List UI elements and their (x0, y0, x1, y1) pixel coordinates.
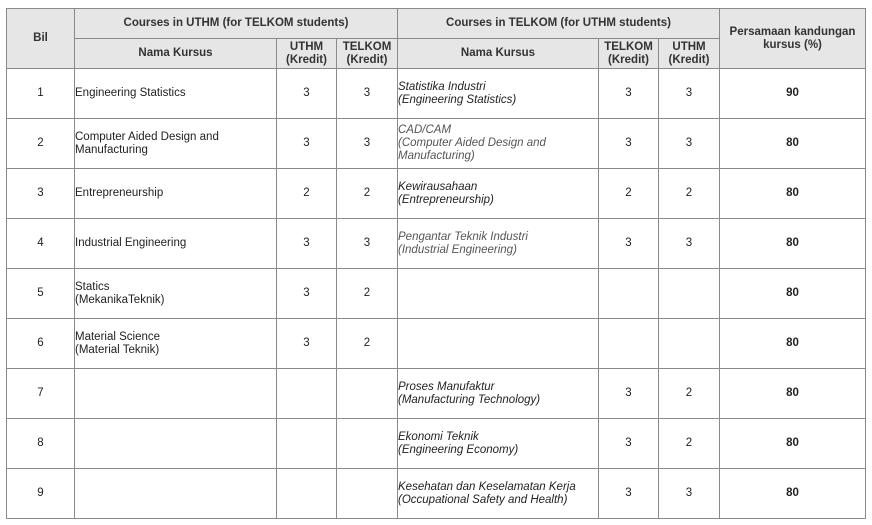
telkom-course-name (398, 119, 599, 169)
telkom-credit-uthm: 2 (659, 369, 720, 419)
table-row (7, 219, 866, 269)
table-row (7, 169, 866, 219)
table-row (7, 469, 866, 519)
uthm-credit-telkom: 2 (337, 319, 398, 369)
telkom-course-name-line: (Computer Aided Design and (398, 137, 546, 149)
bil-cell: 9 (7, 469, 75, 519)
telkom-course-name (398, 469, 599, 519)
telkom-credit-telkom: 3 (599, 219, 659, 269)
uthm-course-name-line: Material Science (75, 330, 161, 343)
uthm-credit-uthm: 3 (277, 319, 337, 369)
telkom-course-name (398, 319, 599, 369)
bil-cell: 2 (7, 119, 75, 169)
telkom-course-name-line: Kewirausahaan (398, 180, 478, 193)
course-equivalence-table (6, 8, 866, 519)
table-row (7, 69, 866, 119)
uthm-credit-telkom: 2 (337, 169, 398, 219)
uthm-course-name (75, 119, 277, 169)
uthm-course-name (75, 369, 277, 419)
telkom-credit-telkom: 2 (599, 169, 659, 219)
uthm-course-name-line: Manufacturing (75, 143, 148, 156)
uthm-credit-telkom: 3 (337, 219, 398, 269)
table-body (7, 69, 866, 519)
telkom-credit-uthm: 3 (659, 469, 720, 519)
telkom-credit-uthm: 2 (659, 169, 720, 219)
uthm-course-name (75, 319, 277, 369)
bil-cell: 6 (7, 319, 75, 369)
telkom-course-name (398, 369, 599, 419)
uthm-credit-telkom: 3 (337, 119, 398, 169)
persamaan-percentage: 80 (720, 469, 866, 519)
uthm-credit-uthm: 3 (277, 269, 337, 319)
telkom-course-name (398, 269, 599, 319)
telkom-nama-kursus-header: Nama Kursus (398, 39, 599, 69)
telkom-course-name-line: Pengantar Teknik Industri (398, 230, 528, 243)
uthm-course-name (75, 469, 277, 519)
telkom-credit-uthm: 3 (659, 69, 720, 119)
persamaan-percentage: 80 (720, 169, 866, 219)
uthm-course-name-line: (MekanikaTeknik) (75, 293, 165, 306)
bil-cell: 8 (7, 419, 75, 469)
persamaan-percentage: 90 (720, 69, 866, 119)
uthm-course-name (75, 419, 277, 469)
telkom-course-name-line: (Engineering Economy) (398, 443, 519, 456)
bil-header: Bil (7, 9, 75, 69)
uthm-course-name (75, 219, 277, 269)
uthm-credit-uthm: 3 (277, 69, 337, 119)
bil-cell: 5 (7, 269, 75, 319)
persamaan-percentage: 80 (720, 419, 866, 469)
telkom-credit-uthm (659, 319, 720, 369)
table-row (7, 419, 866, 469)
telkom-credit-uthm (659, 269, 720, 319)
telkom-course-name-line: (Occupational Safety and Health) (398, 493, 568, 506)
telkom-credit-telkom: 3 (599, 119, 659, 169)
telkom-course-name-line: Proses Manufaktur (398, 380, 495, 393)
telkom-course-name-line: Manufacturing) (398, 150, 475, 162)
uthm-credit-telkom-header: TELKOM (Kredit) (337, 39, 398, 69)
telkom-credit-telkom: 3 (599, 469, 659, 519)
uthm-credit-uthm (277, 419, 337, 469)
uthm-credit-telkom: 3 (337, 69, 398, 119)
uthm-course-name (75, 69, 277, 119)
telkom-course-name-line: Statistika Industri (398, 80, 486, 93)
persamaan-percentage: 80 (720, 119, 866, 169)
telkom-credit-uthm: 3 (659, 219, 720, 269)
persamaan-percentage: 80 (720, 269, 866, 319)
header-row-top (7, 9, 866, 39)
telkom-credit-telkom: 3 (599, 419, 659, 469)
uthm-course-name-line: Industrial Engineering (75, 237, 187, 249)
persamaan-percentage: 80 (720, 219, 866, 269)
telkom-credit-telkom: 3 (599, 69, 659, 119)
uthm-nama-kursus-header: Nama Kursus (75, 39, 277, 69)
telkom-credit-uthm: 3 (659, 119, 720, 169)
persamaan-percentage: 80 (720, 369, 866, 419)
uthm-credit-uthm: 3 (277, 119, 337, 169)
uthm-course-name-line: Engineering Statistics (75, 87, 186, 99)
uthm-credit-telkom (337, 369, 398, 419)
uthm-courses-group-header: Courses in UTHM (for TELKOM students) (75, 9, 398, 39)
persamaan-header: Persamaan kandungan kursus (%) (720, 9, 866, 69)
telkom-course-name-line: CAD/CAM (398, 124, 452, 136)
telkom-credit-uthm: 2 (659, 419, 720, 469)
uthm-course-name (75, 169, 277, 219)
telkom-course-name (398, 219, 599, 269)
telkom-course-name-line: (Manufacturing Technology) (398, 393, 541, 406)
telkom-credit-telkom (599, 269, 659, 319)
uthm-credit-telkom (337, 469, 398, 519)
persamaan-percentage: 80 (720, 319, 866, 369)
table-row (7, 319, 866, 369)
uthm-course-name-line: Statics (75, 280, 110, 293)
telkom-course-name-line: (Engineering Statistics) (398, 93, 517, 106)
telkom-course-name (398, 419, 599, 469)
telkom-course-name (398, 69, 599, 119)
table-row (7, 369, 866, 419)
uthm-course-name-line: Entrepreneurship (75, 187, 164, 199)
telkom-credit-telkom-header: TELKOM (Kredit) (599, 39, 659, 69)
uthm-credit-uthm-header: UTHM (Kredit) (277, 39, 337, 69)
telkom-course-name-line: (Industrial Engineering) (398, 243, 517, 256)
telkom-credit-telkom (599, 319, 659, 369)
uthm-course-name (75, 269, 277, 319)
bil-cell: 7 (7, 369, 75, 419)
table-row (7, 119, 866, 169)
bil-cell: 3 (7, 169, 75, 219)
table-row (7, 269, 866, 319)
uthm-credit-telkom: 2 (337, 269, 398, 319)
uthm-course-name-line: Computer Aided Design and (75, 130, 219, 143)
bil-cell: 1 (7, 69, 75, 119)
telkom-courses-group-header: Courses in TELKOM (for UTHM students) (398, 9, 720, 39)
uthm-credit-uthm: 3 (277, 219, 337, 269)
telkom-course-name-line: (Entrepreneurship) (398, 193, 494, 206)
uthm-credit-uthm: 2 (277, 169, 337, 219)
uthm-course-name-line: (Material Teknik) (75, 343, 160, 356)
uthm-credit-telkom (337, 419, 398, 469)
telkom-credit-uthm-header: UTHM (Kredit) (659, 39, 720, 69)
bil-cell: 4 (7, 219, 75, 269)
telkom-course-name-line: Ekonomi Teknik (398, 430, 479, 443)
telkom-course-name (398, 169, 599, 219)
telkom-course-name-line: Kesehatan dan Keselamatan Kerja (398, 480, 576, 493)
uthm-credit-uthm (277, 469, 337, 519)
telkom-credit-telkom: 3 (599, 369, 659, 419)
uthm-credit-uthm (277, 369, 337, 419)
